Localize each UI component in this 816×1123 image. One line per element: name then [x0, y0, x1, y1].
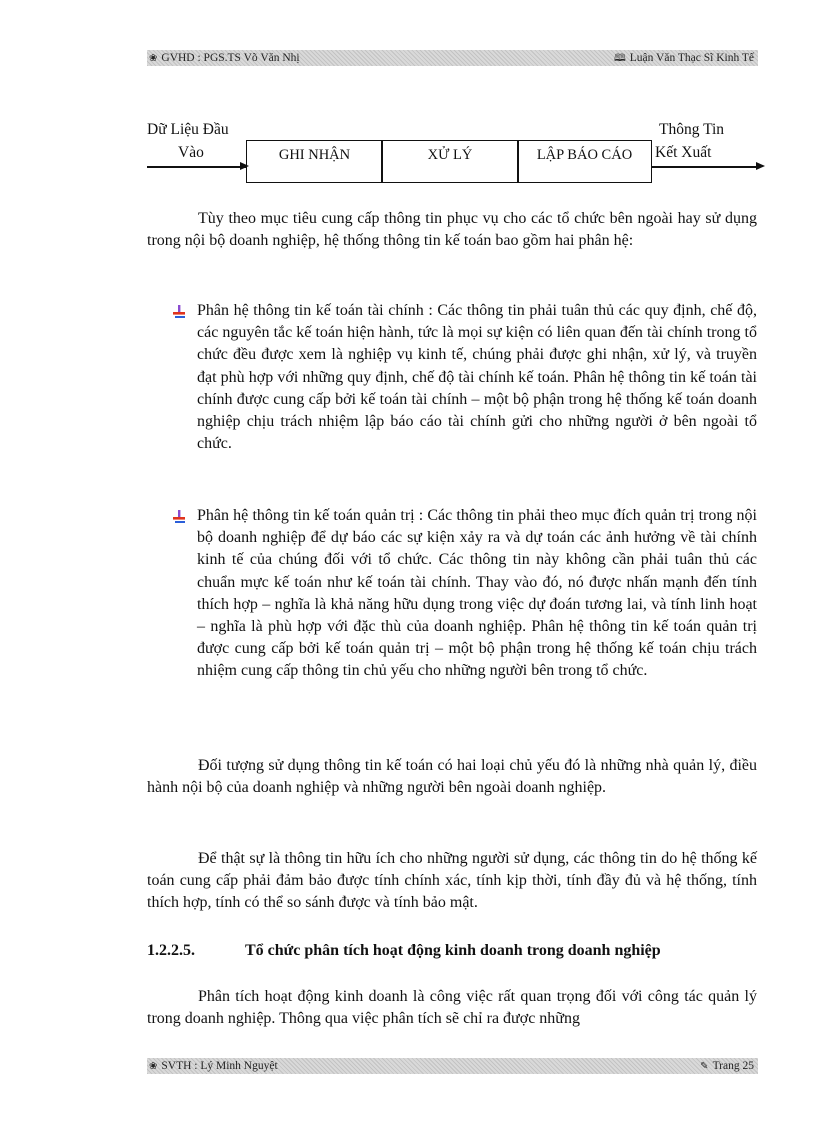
intro-paragraph: Tùy theo mục tiêu cung cấp thông tin phục vụ cho các tổ chức bên ngoài hay sử dụng trong nội bộ doanh nghiệp, hệ thống thông tin kế toán bao gồm hai phân hệ:	[147, 210, 757, 250]
input-arrow-line	[147, 166, 246, 168]
section-heading	[147, 942, 661, 960]
step-label-report: LẬP BÁO CÁO	[536, 147, 633, 163]
output-arrow-line	[652, 166, 756, 168]
pin-bullet-icon	[171, 509, 187, 525]
header-thesis-title: Luận Văn Thạc Sĩ Kinh Tế	[629, 52, 754, 64]
users-paragraph: Đối tượng sử dụng thông tin kế toán có hai loại chủ yếu đó là những nhà quản lý, điều hành nội bộ của doanh nghiệp và những người bên ngoài doanh nghiệp.	[147, 757, 757, 797]
input-label-line1: Dữ Liệu Đầu	[147, 121, 229, 138]
step-label-record: GHI NHẬN	[278, 147, 351, 163]
step-box-report	[517, 140, 652, 183]
page-footer	[147, 1058, 758, 1074]
footer-student: SVTH : Lý Minh Nguyệt	[161, 1060, 278, 1072]
footer-page-number: Trang 25	[712, 1060, 754, 1072]
bullet-financial-accounting: Phân hệ thông tin kế toán tài chính : Các thông tin phải tuân thủ các quy định, chế độ, các nguyên tắc kế toán hiện hành, tức là mọi sự kiện có liên quan đến tài chính trong tổ chức đều được xem là nghiệp vụ kinh tế, chúng phải được ghi nhận, xử lý, và truyền đạt phù hợp với những quy định, chế độ tài chính kế toán. Phân hệ thông tin kế toán tài chính được cung cấp bởi kế toán tài chính – một bộ phận trong hệ thống kế toán doanh nghiệp chịu trách nhiệm lập báo cáo tài chính gửi cho những người ở bên ngoài tổ chức.	[197, 302, 757, 453]
output-label-line1: Thông Tin	[659, 121, 725, 138]
pen-icon: ✎	[700, 1061, 709, 1072]
analysis-paragraph: Phân tích hoạt động kinh doanh là công việc rất quan trọng đối với công tác quản lý trong doanh nghiệp. Thông qua việc phân tích sẽ chỉ ra được những	[147, 988, 757, 1028]
step-box-process	[381, 140, 519, 183]
step-label-process: XỬ LÝ	[427, 147, 473, 163]
flower-icon: ❀	[149, 53, 158, 64]
section-number: 1.2.2.5.	[147, 942, 195, 959]
pin-bullet-icon	[171, 304, 187, 320]
quality-paragraph: Để thật sự là thông tin hữu ích cho những người sử dụng, các thông tin do hệ thống kế toán cung cấp phải đảm bảo được tính chính xác, tính kịp thời, tính đầy đủ và hệ thống, tính thích hợp, tính có thể so sánh được và tính bảo mật.	[147, 850, 757, 912]
input-label-line2: Vào	[178, 144, 204, 161]
output-label-line2: Kết Xuất	[655, 144, 712, 161]
bullet-management-accounting: Phân hệ thông tin kế toán quản trị : Các thông tin phải theo mục đích quản trị trong nội bộ doanh nghiệp để dự báo các sự kiện xảy ra và dự toán các ảnh hưởng về tài chính kinh tế của chúng đối với tổ chức. Các thông tin này không cần phải tuân thủ các chuẩn mực kế toán như kế toán tài chính. Thay vào đó, nó được nhấn mạnh đến tính thích hợp – nghĩa là khả năng hữu dụng trong việc dự đoán tương lai, và tính linh hoạt – nghĩa là phù hợp với đặc thù của doanh nghiệp. Phân hệ thông tin kế toán quản trị được cung cấp bởi kế toán quản trị – một bộ phận trong hệ thống kế toán chịu trách nhiệm cung cấp thông tin chủ yếu cho những người bên trong tổ chức.	[197, 507, 757, 680]
section-title: Tổ chức phân tích hoạt động kinh doanh trong doanh nghiệp	[245, 942, 661, 959]
page-header	[147, 50, 758, 66]
book-icon: 🕮	[613, 53, 626, 64]
header-advisor: GVHD : PGS.TS Võ Văn Nhị	[161, 52, 300, 64]
step-box-record	[246, 140, 383, 183]
output-arrow-head	[756, 162, 765, 170]
flower-icon: ❀	[149, 1061, 158, 1072]
